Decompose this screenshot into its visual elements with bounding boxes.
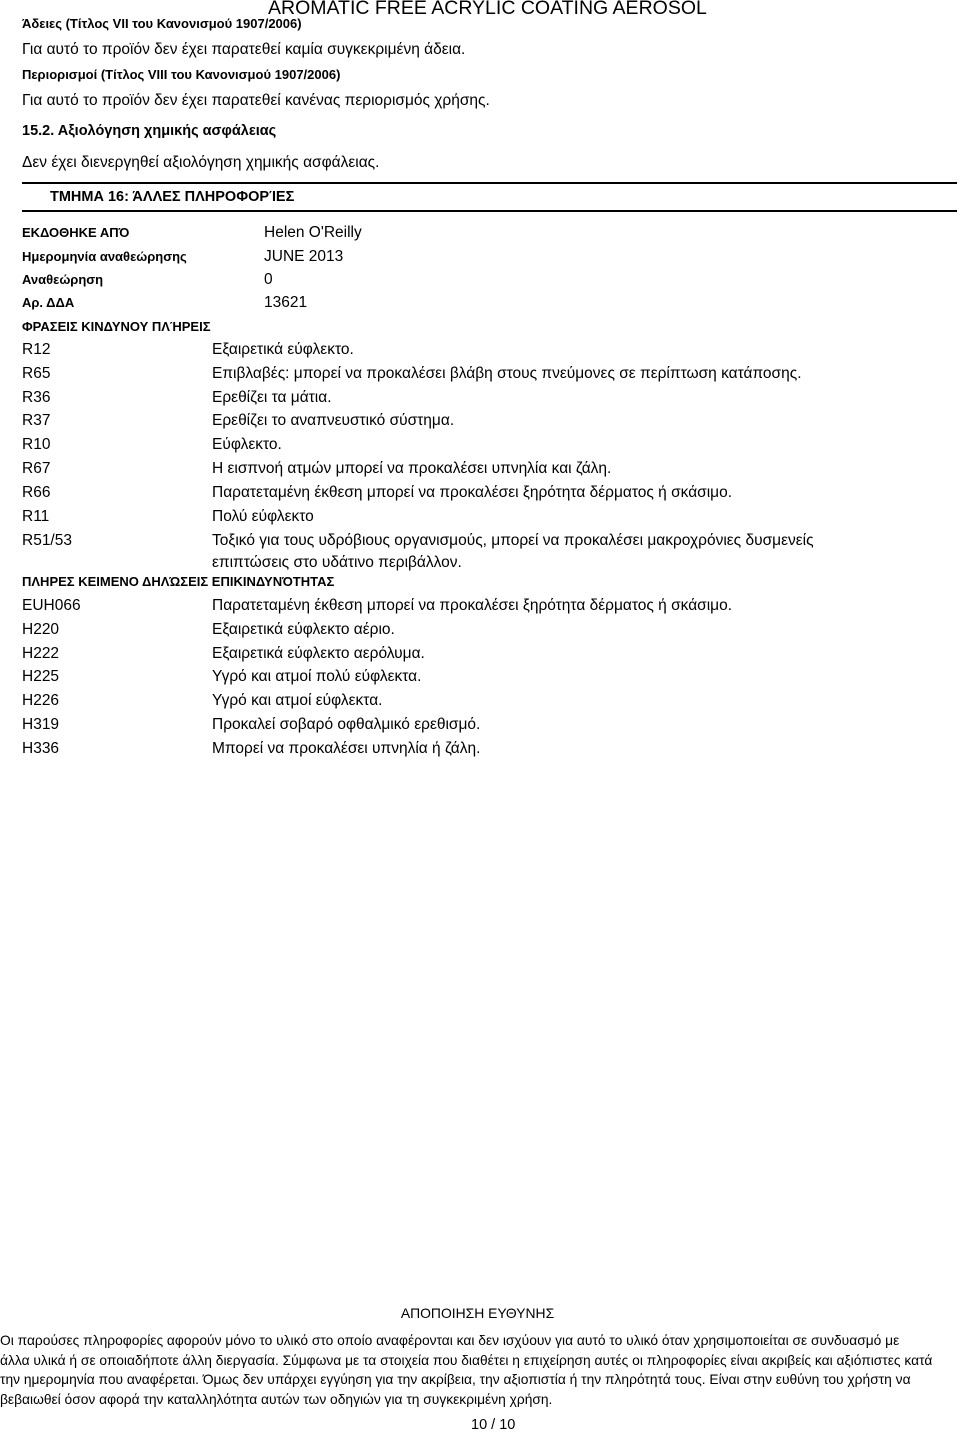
risk-phrase-code: R51/53 [22,532,72,549]
section-bottom-divider [22,210,957,212]
disclaimer-line: άλλα υλικά ή σε οποιαδήποτε άλλη διεργασία. Σύμφωνα με τα στοιχεία που διαθέτει η επιχείρηση αυτές οι πληροφορίες είναι ακριβείς και αξιόπιστες κατά [0,1353,933,1368]
hazard-statements-heading: ΠΛΗΡΕΣ ΚΕΙΜΕΝΟ ΔΗΛΏΣΕΙΣ ΕΠΙΚΙΝΔΥΝΌΤΗΤΑΣ [22,574,335,589]
field-issued-by [0,223,960,243]
hazard-statement-row [0,620,960,640]
hazard-statement-code: H225 [22,668,60,685]
risk-phrase-row [0,483,960,503]
risk-phrase-code: R37 [22,412,51,429]
chemical-safety-assessment-heading: 15.2. Αξιολόγηση χημικής ασφάλειας [22,123,277,139]
product-name-header: AROMATIC FREE ACRYLIC COATING AEROSOL [268,0,707,19]
risk-phrase-code: R66 [22,484,51,501]
risk-phrase-text: Πολύ εύφλεκτο [212,508,314,525]
risk-phrase-text: Εύφλεκτο. [212,436,282,453]
hazard-statement-code: H226 [22,692,60,709]
hazard-statement-text: Μπορεί να προκαλέσει υπνηλία ή ζάλη. [212,740,481,757]
risk-phrase-row [0,411,960,431]
hazard-statement-text: Παρατεταμένη έκθεση μπορεί να προκαλέσει ξηρότητα δέρματος ή σκάσιμο. [212,597,733,614]
disclaimer-line: βεβαιωθεί όσον αφορά την καταλληλότητα αυτών των οδηγιών για τη συγκεκριμένη χρήση. [0,1392,553,1407]
revision-label: Αναθεώρηση [22,272,104,287]
field-revision-date [0,247,960,267]
hazard-statement-code: H222 [22,645,60,662]
restrictions-text: Για αυτό το προϊόν δεν έχει παρατεθεί κανένας περιορισμός χρήσης. [22,92,490,109]
authorisations-text: Για αυτό το προϊόν δεν έχει παρατεθεί καμία συγκεκριμένη άδεια. [22,41,466,58]
hazard-statement-text: Εξαιρετικά εύφλεκτο αερόλυμα. [212,645,425,662]
hazard-statement-code: H319 [22,716,60,733]
risk-phrase-row [0,435,960,455]
hazard-statement-row [0,715,960,735]
hazard-statement-code: EUH066 [22,597,81,614]
hazard-statement-row [0,691,960,711]
risk-phrase-row [0,388,960,408]
risk-phrase-code: R11 [22,508,50,525]
hazard-statement-row [0,739,960,759]
risk-phrase-row [0,459,960,479]
chemical-safety-assessment-text: Δεν έχει διενεργηθεί αξιολόγηση χημικής ασφάλειας. [22,154,380,171]
revision-date-label: Ημερομηνία αναθεώρησης [22,249,187,264]
hazard-statement-code: H220 [22,621,60,638]
sds-number-value: 13621 [264,294,308,311]
field-revision [0,270,960,290]
risk-phrase-row [0,507,960,527]
section-top-divider [22,182,957,184]
hazard-statement-row [0,644,960,664]
risk-phrase-row [0,340,960,360]
risk-phrase-code: R36 [22,389,51,406]
sds-number-label: Αρ. ΔΔΑ [22,295,75,310]
issued-by-label: ΕΚΔΟΘΗΚΕ ΑΠΌ [22,225,130,240]
risk-phrases-heading: ΦΡΑΣΕΙΣ ΚΙΝΔΥΝΟΥ ΠΛΉΡΕΙΣ [22,319,211,334]
risk-phrase-row [0,364,960,384]
issued-by-value: Helen O'Reilly [264,224,362,241]
disclaimer-heading: ΑΠΟΠΟΙΗΣΗ ΕΥΘΥΝΗΣ [400,1305,555,1321]
risk-phrase-text: Επιβλαβές: μπορεί να προκαλέσει βλάβη στους πνεύμονες σε περίπτωση κατάποσης. [212,365,802,382]
disclaimer-line: Οι παρούσες πληροφορίες αφορούν μόνο το υλικό στο οποίο αναφέρονται και δεν ισχύουν για αυτό το υλικό όταν χρησιμοποιείται σε συνδυασμό με [0,1333,900,1348]
revision-date-value: JUNE 2013 [264,248,344,265]
hazard-statement-row [0,596,960,616]
hazard-statement-code: H336 [22,740,60,757]
risk-phrase-text: Παρατεταμένη έκθεση μπορεί να προκαλέσει ξηρότητα δέρματος ή σκάσιμο. [212,484,733,501]
hazard-statement-text: Υγρό και ατμοί εύφλεκτα. [212,692,383,709]
risk-phrase-text: Εξαιρετικά εύφλεκτο. [212,341,354,358]
risk-phrase-text: Η εισπνοή ατμών μπορεί να προκαλέσει υπνηλία και ζάλη. [212,460,612,477]
risk-phrase-row [0,531,960,571]
hazard-statement-text: Εξαιρετικά εύφλεκτο αέριο. [212,621,395,638]
hazard-statement-text: Υγρό και ατμοί πολύ εύφλεκτα. [212,668,422,685]
risk-phrase-code: R65 [22,365,51,382]
disclaimer-line: την ημερομηνία που αναφέρεται. Όμως δεν υπάρχει εγγύηση για την ακρίβεια, την αξιοπιστία ή την πληρότητά τους. Είναι στην ευθύνη του χρήστη να [0,1372,911,1387]
section-16-title: ΤΜΗΜΑ 16: ΆΛΛΕΣ ΠΛΗΡΟΦΟΡΊΕΣ [50,189,295,205]
page-number: 10 / 10 [471,1417,516,1433]
revision-value: 0 [264,271,273,288]
risk-phrase-text: Ερεθίζει τα μάτια. [212,389,332,406]
risk-phrase-text: Τοξικό για τους υδρόβιους οργανισμούς, μπορεί να προκαλέσει μακροχρόνιες δυσμενείς επιπτώσεις στο υδάτινο περιβάλλον. [212,532,814,571]
authorisations-heading: Άδειες (Τίτλος VII του Κανονισμού 1907/2006) [22,16,302,31]
field-sds-number [0,293,960,313]
hazard-statement-row [0,667,960,687]
hazard-statement-text: Προκαλεί σοβαρό οφθαλμικό ερεθισμό. [212,716,481,733]
risk-phrase-code: R12 [22,341,51,358]
risk-phrase-code: R67 [22,460,51,477]
risk-phrase-text: Ερεθίζει το αναπνευστικό σύστημα. [212,412,455,429]
restrictions-heading: Περιορισμοί (Τίτλος VIII του Κανονισμού 1907/2006) [22,67,341,82]
risk-phrase-code: R10 [22,436,51,453]
